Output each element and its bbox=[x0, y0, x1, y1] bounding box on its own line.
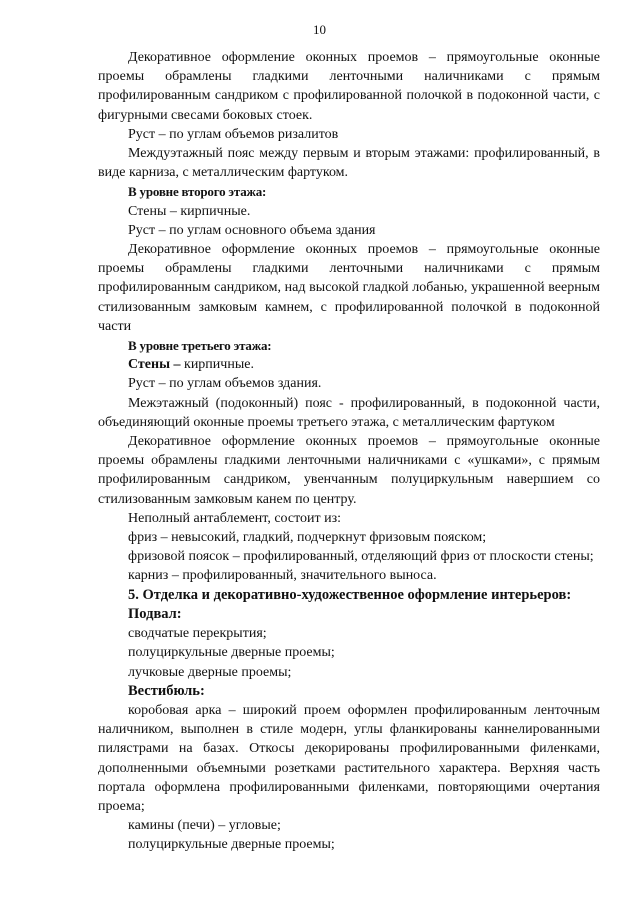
paragraph-walls-2: Стены – кирпичные. bbox=[128, 203, 251, 219]
paragraph-rust-1: Руст – по углам объемов ризалитов bbox=[128, 126, 339, 142]
page-number: 10 bbox=[313, 22, 326, 37]
paragraph-window-decor-1: Декоративное оформление оконных проемов – прямоугольные оконные проемы обрамлены гладкими ленточными наличниками с прямым профилированным сандриком с профилированной полочкой в подоконной части, с фигурными свесами боковых стоек. bbox=[98, 50, 600, 123]
heading-basement: Подвал: bbox=[128, 605, 182, 622]
paragraph-semicircular-doors-1: полуциркульные дверные проемы; bbox=[128, 645, 335, 661]
paragraph-walls-3 bbox=[98, 355, 600, 374]
paragraph-cornice: карниз – профилированный, значительного выноса. bbox=[128, 568, 437, 584]
paragraph-entablature: Неполный антаблемент, состоит из: bbox=[128, 510, 342, 526]
heading-second-floor: В уровне второго этажа: bbox=[128, 184, 267, 200]
paragraph-interfloor-belt-3: Межэтажный (подоконный) пояс - профилированный, в подоконной части, объединяющий оконные проемы третьего этажа, с металлическим фартуком bbox=[98, 395, 600, 430]
paragraph-window-decor-2: Декоративное оформление оконных проемов – прямоугольные оконные проемы обрамлены гладкими ленточными наличниками с прямым профилированным сандриком, над высокой гладкой лобанью, украшенной веерным стилизованным замковым камнем, с профилированной полочкой в подоконной части bbox=[98, 242, 600, 334]
paragraph-frieze-belt: фризовой поясок – профилированный, отделяющий фриз от плоскости стены; bbox=[128, 549, 594, 565]
walls-value: кирпичные. bbox=[184, 357, 254, 373]
paragraph-arch: коробовая арка – широкий проем оформлен профилированным ленточным наличником, выполнен в стиле модерн, углы фланкированы каннелированными пилястрами на базах. Откосы декорированы профилированными филенками, дополненными объемными розетками растительного характера. Верхняя часть портала оформлена профилированными филенками, повторяющими очертания проема; bbox=[98, 702, 600, 814]
paragraph-window-decor-3: Декоративное оформление оконных проемов – прямоугольные оконные проемы обрамлены гладкими ленточными наличниками с «ушками», с прямым профилированным сандриком, увенчанным полуциркульным навершием со стилизованным замковым канем по центру. bbox=[98, 434, 600, 507]
paragraph-rust-2: Руст – по углам основного объема здания bbox=[128, 222, 376, 238]
paragraph-segmental-doors: лучковые дверные проемы; bbox=[128, 664, 292, 680]
paragraph-frieze: фриз – невысокий, гладкий, подчеркнут фризовым пояском; bbox=[128, 530, 487, 546]
heading-section-5: 5. Отделка и декоративно-художественное оформление интерьеров: bbox=[128, 586, 572, 603]
paragraph-semicircular-doors-2: полуциркульные дверные проемы; bbox=[128, 837, 335, 853]
paragraph-vaults: сводчатые перекрытия; bbox=[128, 626, 267, 642]
heading-vestibule: Вестибюль: bbox=[128, 682, 205, 699]
paragraph-interfloor-belt: Междуэтажный пояс между первым и вторым этажами: профилированный, в виде карниза, с металлическим фартуком. bbox=[98, 146, 600, 181]
document-body bbox=[98, 48, 600, 855]
walls-label: Стены – bbox=[128, 357, 181, 373]
heading-third-floor: В уровне третьего этажа: bbox=[128, 338, 272, 354]
paragraph-rust-3: Руст – по углам объемов здания. bbox=[128, 376, 322, 392]
paragraph-fireplaces: камины (печи) – угловые; bbox=[128, 818, 281, 834]
